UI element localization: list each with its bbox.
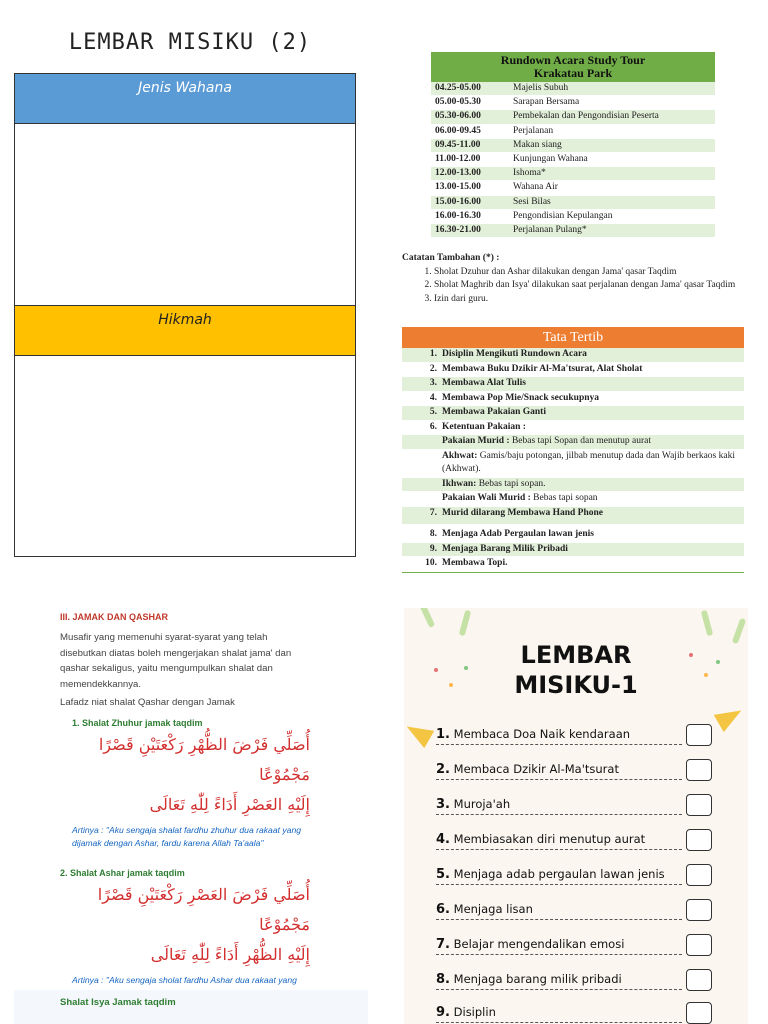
tata-tertib-table: [402, 327, 744, 573]
table-row: [431, 139, 715, 153]
rundown-time: 05.30-06.00: [435, 111, 481, 122]
rule-text: Disiplin Mengikuti Rundown Acara: [442, 349, 587, 359]
table-row: [402, 507, 744, 526]
rule-number: 2.: [429, 363, 437, 374]
misiku-1-title-line1: LEMBAR: [520, 641, 632, 669]
isya-title: Shalat Isya Jamak taqdim: [60, 997, 176, 1008]
ashar-arabic-line1: أُصَلِّي فَرْضَ العَصْرِ رَكْعَتَيْنِ قَصْرًا مَجْمُوْعًا: [97, 884, 310, 934]
ashar-translation: Artinya : "Aku sengaja sholat fardhu Ashar dua rakaat yang: [72, 974, 297, 985]
checklist-item: [436, 1002, 718, 1024]
rundown-time: 16.00-16.30: [435, 210, 481, 221]
rundown-time: 05.00-05.30: [435, 97, 481, 108]
rule-number: 7.: [429, 507, 437, 518]
catatan-title: Catatan Tambahan (*) :: [402, 253, 500, 263]
zhuhur-translation: Artinya : "Aku sengaja shalat fardhu zhuhur dua rakaat yang dijamak dengan Ashar, fardu karena Allah Ta'aala": [72, 824, 302, 848]
rundown-time: 11.00-12.00: [435, 153, 481, 164]
tata-tertib-title: Tata Tertib: [402, 327, 744, 348]
rule-text: Membawa Buku Dzikir Al-Ma'tsurat, Alat Sholat: [442, 363, 643, 374]
rule-number: 6.: [429, 421, 437, 432]
dotted-line: [436, 744, 682, 745]
dotted-line: [436, 989, 682, 990]
pakaian-text: Bebas tapi Sopan dan menutup aurat: [509, 436, 651, 446]
checklist-number: 4.: [436, 832, 450, 847]
dotted-line: [436, 779, 682, 780]
rundown-time: 06.00-09.45: [435, 125, 481, 136]
rundown-time: 09.45-11.00: [435, 139, 481, 150]
table-row: [431, 82, 715, 96]
hikmah-answer-area[interactable]: [15, 356, 355, 554]
rundown-activity: Perjalanan Pulang*: [513, 224, 587, 235]
checklist-item: [436, 899, 718, 921]
rule-number: 1.: [429, 349, 437, 359]
checklist-number: 2.: [436, 762, 450, 777]
pakaian-label: Pakaian Wali Murid :: [442, 493, 531, 503]
rundown-activity: Pembekalan dan Pengondisian Peserta: [513, 111, 659, 122]
pakaian-row: [402, 435, 744, 450]
dotted-line: [436, 849, 682, 850]
checklist-item: [436, 934, 718, 956]
checklist-number: 6.: [436, 902, 450, 917]
table-row: [431, 125, 715, 139]
leaf-decoration-icon: [419, 608, 435, 628]
rundown-activity: Ishoma*: [513, 168, 546, 179]
table-row: [402, 348, 744, 363]
pakaian-row: [402, 478, 744, 493]
divider: [402, 572, 744, 573]
checkbox[interactable]: [686, 899, 712, 921]
rule-text: Menjaga Barang Milik Pribadi: [442, 543, 568, 554]
list-item: 1. Sholat Dzuhur dan Ashar dilakukan dengan Jama' qasar Taqdim: [434, 266, 742, 280]
table-row: [431, 196, 715, 210]
rundown-activity: Majelis Subuh: [513, 83, 569, 93]
checklist-number: 1.: [436, 727, 450, 742]
checklist-number: 8.: [436, 972, 450, 987]
rundown-activity: Sesi Bilas: [513, 196, 551, 207]
checkbox[interactable]: [686, 794, 712, 816]
jamak-qashar-section: [60, 612, 310, 1000]
list-item: 3. Izin dari guru.: [434, 293, 742, 307]
checklist-number: 7.: [436, 937, 450, 952]
rule-text: Ketentuan Pakaian :: [442, 421, 526, 432]
rundown-table: [431, 52, 715, 238]
checklist-item: [436, 759, 718, 781]
dotted-line: [436, 884, 682, 885]
checklist-label: Membaca Doa Naik kendaraan: [453, 727, 631, 741]
table-row: [431, 153, 715, 167]
jamak-lafadz-label: Lafadz niat shalat Qashar dengan Jamak: [60, 697, 235, 708]
pakaian-text: Bebas tapi sopan: [530, 493, 598, 503]
zhuhur-arabic-line1: أُصَلِّي فَرْضَ الظُّهْرِ رَكْعَتَيْنِ قَصْرًا مَجْمُوْعًا: [98, 734, 310, 784]
ashar-title: 2. Shalat Ashar jamak taqdim: [60, 867, 185, 878]
dotted-line: [436, 919, 682, 920]
rundown-rows: [431, 82, 715, 238]
table-row: [431, 224, 715, 238]
lembar-misiku-2-title: LEMBAR MISIKU (2): [68, 30, 312, 55]
rundown-activity: Perjalanan: [513, 125, 554, 136]
party-horn-icon: [404, 718, 434, 748]
rundown-activity: Makan siang: [513, 139, 562, 150]
rundown-title-line1: Rundown Acara Study Tour: [500, 53, 646, 67]
lembar-misiku-2-form: [14, 73, 356, 557]
checkbox[interactable]: [686, 1002, 712, 1024]
checkbox[interactable]: [686, 829, 712, 851]
checklist-number: 5.: [436, 867, 450, 882]
checkbox[interactable]: [686, 934, 712, 956]
checklist-number: 9.: [436, 1005, 450, 1020]
dotted-line: [436, 954, 682, 955]
checklist-label: Menjaga lisan: [453, 902, 533, 916]
checklist-label: Membiasakan diri menutup aurat: [453, 832, 646, 846]
dotted-line: [436, 1022, 682, 1023]
checkbox[interactable]: [686, 864, 712, 886]
table-row: [431, 167, 715, 181]
rule-text: Murid dilarang Membawa Hand Phone: [442, 507, 603, 518]
table-row: [402, 421, 744, 436]
pakaian-row: [402, 450, 744, 478]
rule-number: 10.: [425, 558, 437, 568]
zhuhur-title: 1. Shalat Zhuhur jamak taqdim: [72, 717, 203, 728]
ashar-arabic-line2: إِلَيْهِ الظُّهْرِ أَدَاءً لِلّٰهِ تَعَالَى: [150, 944, 310, 964]
rundown-activity: Kunjungan Wahana: [513, 153, 588, 164]
table-row: [431, 210, 715, 224]
table-row: [402, 406, 744, 421]
rundown-time: 04.25-05.00: [435, 83, 481, 93]
rule-number: 9.: [429, 543, 437, 554]
rule-text: Membawa Topi.: [442, 558, 508, 568]
rule-text: Menjaga Adab Pergaulan lawan jenis: [442, 529, 595, 539]
checklist-label: Menjaga barang milik pribadi: [453, 972, 622, 986]
jenis-wahana-answer-area[interactable]: [15, 124, 355, 306]
rule-text: Membawa Pakaian Ganti: [442, 407, 546, 417]
pakaian-label: Pakaian Murid :: [442, 436, 510, 446]
checklist-label: Belajar mengendalikan emosi: [453, 937, 625, 951]
checklist-number: 3.: [436, 797, 450, 812]
rundown-title-line2: Krakatau Park: [533, 66, 613, 80]
rundown-time: 12.00-13.00: [435, 168, 481, 179]
table-row: [402, 377, 744, 392]
pakaian-text: Bebas tapi sopan.: [476, 478, 546, 489]
catatan-tambahan: [402, 252, 742, 306]
rundown-time: 13.00-15.00: [435, 182, 481, 193]
pakaian-row: [402, 492, 744, 507]
rule-number: 3.: [429, 378, 437, 388]
leaf-decoration-icon: [701, 610, 714, 637]
table-row: [402, 557, 744, 572]
pakaian-text: Gamis/baju potongan, jilbab menutup dada dan Wajib berkaos kaki (Akhwat).: [442, 450, 735, 474]
jamak-paragraph: Musafir yang memenuhi syarat-syarat yang telah disebutkan diatas boleh mengerjakan shalat jama' dan qashar sekaligus, yaitu mengumpulkan shalat dan memendekkannya.: [60, 632, 292, 690]
checkbox[interactable]: [686, 759, 712, 781]
jenis-wahana-header: Jenis Wahana: [15, 74, 355, 124]
dotted-line: [436, 814, 682, 815]
catatan-list: [402, 266, 742, 307]
rule-number: 4.: [429, 392, 437, 403]
rundown-header: [431, 52, 715, 82]
lembar-misiku-1-card: [404, 608, 748, 1024]
checklist-item: [436, 724, 718, 746]
leaf-decoration-icon: [459, 610, 472, 637]
list-item: 2. Sholat Maghrib dan Isya' dilakukan saat perjalanan dengan Jama' qasar Taqdim: [434, 279, 742, 293]
rundown-activity: Wahana Air: [513, 182, 558, 193]
rule-text: Membawa Alat Tulis: [442, 378, 526, 388]
rundown-activity: Pengondisian Kepulangan: [513, 210, 613, 221]
rule-number: 8.: [429, 529, 437, 539]
table-row: [402, 543, 744, 558]
misiku-1-title-line2: MISIKU-1: [514, 671, 638, 699]
pakaian-label: Akhwat:: [442, 450, 478, 461]
table-row: [431, 110, 715, 124]
checklist-label: Menjaga adab pergaulan lawan jenis: [453, 867, 665, 881]
rule-text: Membawa Pop Mie/Snack secukupnya: [442, 392, 600, 403]
table-row: [402, 525, 744, 543]
rundown-activity: Sarapan Bersama: [513, 97, 580, 108]
checklist-item: [436, 969, 718, 991]
checklist-item: [436, 864, 718, 886]
table-row: [402, 392, 744, 407]
rundown-time: 15.00-16.00: [435, 196, 481, 207]
jamak-heading: III. JAMAK DAN QASHAR: [60, 612, 169, 622]
checklist-item: [436, 794, 718, 816]
checkbox[interactable]: [686, 724, 712, 746]
rule-number: 5.: [429, 407, 437, 417]
zhuhur-arabic-line2: إِلَيْهِ العَصْرِ أَدَاءً لِلّٰهِ تَعَالَى: [149, 794, 310, 814]
hikmah-header: Hikmah: [15, 306, 355, 356]
checklist-label: Disiplin: [453, 1005, 496, 1019]
table-row: [431, 181, 715, 195]
checklist-item: [436, 829, 718, 851]
table-row: [431, 96, 715, 110]
party-horn-icon: [714, 702, 747, 732]
checklist-label: Muroja'ah: [453, 797, 511, 811]
pakaian-label: Ikhwan:: [442, 478, 477, 489]
rundown-time: 16.30-21.00: [435, 224, 481, 235]
checklist-label: Membaca Dzikir Al-Ma'tsurat: [453, 762, 619, 776]
checkbox[interactable]: [686, 969, 712, 991]
table-row: [402, 363, 744, 378]
